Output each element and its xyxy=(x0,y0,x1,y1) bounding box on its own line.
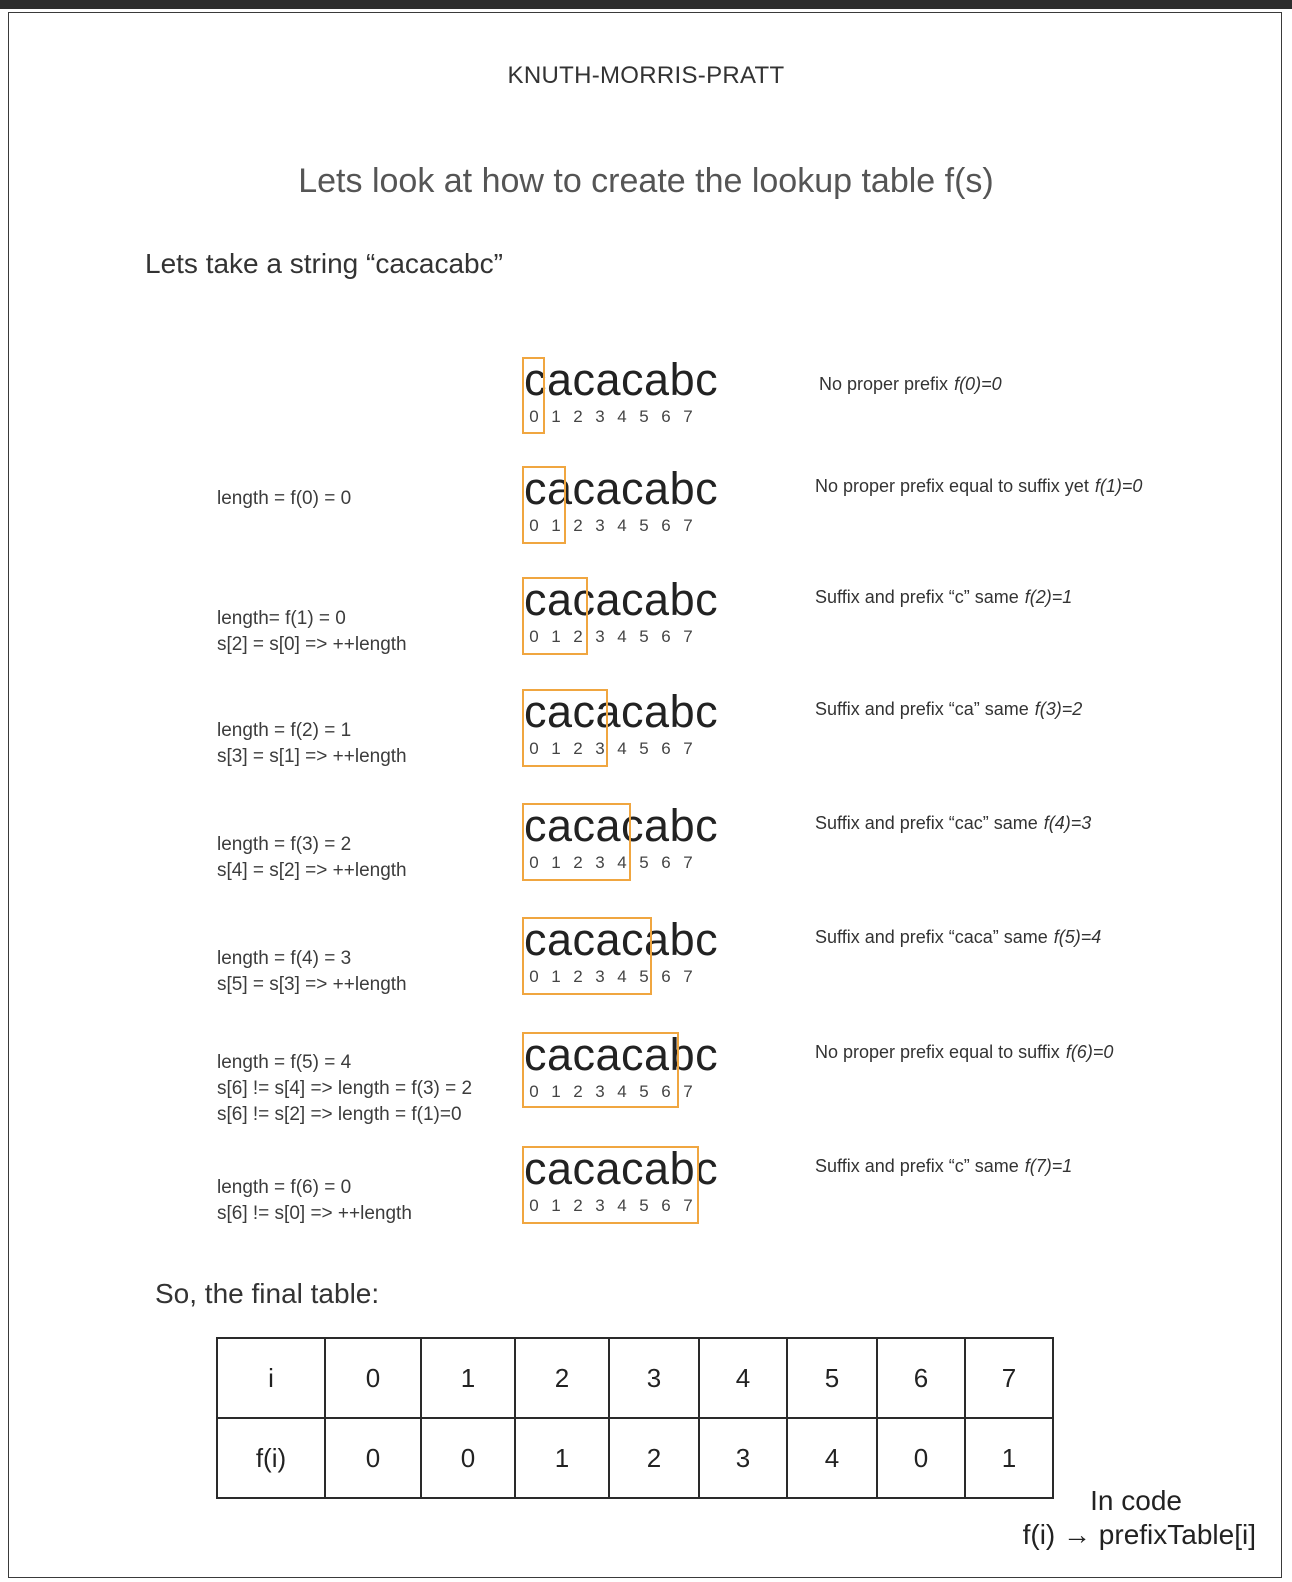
index-digit: 0 xyxy=(529,516,539,535)
step-result-fvalue: f(5)=4 xyxy=(1053,927,1102,947)
index-digit: 5 xyxy=(639,739,649,758)
prefix-highlight-box xyxy=(522,357,545,434)
step-result-text: Suffix and prefix “ca” same xyxy=(815,699,1029,719)
index-digit: 5 xyxy=(639,1082,649,1101)
table-row-i xyxy=(217,1338,1053,1418)
index-digit: 5 xyxy=(639,967,649,986)
step-result-fvalue: f(4)=3 xyxy=(1043,813,1092,833)
index-digit: 2 xyxy=(573,1082,583,1101)
step-string: cacacabc xyxy=(524,354,719,405)
prefix-highlight-box xyxy=(522,466,566,544)
table-header-i: i xyxy=(217,1338,325,1418)
table-header-f: f(i) xyxy=(217,1418,325,1498)
index-digit: 0 xyxy=(529,853,539,872)
index-digit: 0 xyxy=(529,967,539,986)
index-digit: 1 xyxy=(551,1196,561,1215)
step-result-text: Suffix and prefix “cac” same xyxy=(815,813,1038,833)
step-explanation xyxy=(217,832,407,884)
prefix-highlight-box xyxy=(522,577,588,655)
table-cell-f: 2 xyxy=(609,1418,699,1498)
index-digit: 6 xyxy=(661,407,671,426)
index-digit: 2 xyxy=(573,739,583,758)
index-digit: 0 xyxy=(529,1082,539,1101)
index-digit: 4 xyxy=(617,516,627,535)
index-digit: 3 xyxy=(595,516,605,535)
code-note xyxy=(1023,1484,1256,1552)
index-digit: 7 xyxy=(683,1082,693,1101)
step-string: cacacabc xyxy=(524,463,719,514)
table-cell-i: 5 xyxy=(787,1338,877,1418)
step-explanation-line: length = f(3) = 2 xyxy=(217,834,352,855)
index-digit: 0 xyxy=(529,627,539,646)
table-row-f xyxy=(217,1418,1053,1498)
step-result-note xyxy=(815,587,1072,608)
prefix-highlight-box xyxy=(522,689,608,767)
index-digit: 0 xyxy=(529,1196,539,1215)
index-digit: 3 xyxy=(595,739,605,758)
index-digit: 4 xyxy=(617,1082,627,1101)
final-table xyxy=(216,1337,1054,1499)
step-result-fvalue: f(1)=0 xyxy=(1094,476,1143,496)
step-result-text: No proper prefix equal to suffix yet xyxy=(815,476,1089,496)
index-digit: 7 xyxy=(683,1196,693,1215)
table-cell-i: 7 xyxy=(965,1338,1053,1418)
step-result-text: Suffix and prefix “c” same xyxy=(815,587,1019,607)
index-digit: 2 xyxy=(573,1196,583,1215)
top-bar xyxy=(0,0,1292,9)
index-digit: 2 xyxy=(573,407,583,426)
table-cell-i: 4 xyxy=(699,1338,787,1418)
index-digit: 4 xyxy=(617,1196,627,1215)
step-result-fvalue: f(6)=0 xyxy=(1065,1042,1114,1062)
index-digit: 2 xyxy=(573,627,583,646)
index-digit: 3 xyxy=(595,853,605,872)
step-result-fvalue: f(0)=0 xyxy=(954,374,1002,394)
index-digit: 4 xyxy=(617,967,627,986)
step-result-note xyxy=(815,1156,1072,1177)
table-cell-f: 1 xyxy=(515,1418,609,1498)
step-indices xyxy=(523,407,699,427)
index-digit: 6 xyxy=(661,516,671,535)
table-cell-i: 0 xyxy=(325,1338,421,1418)
step-string: cacacabc xyxy=(524,574,719,625)
step-explanation-line: length = f(4) = 3 xyxy=(217,948,352,969)
index-digit: 7 xyxy=(683,407,693,426)
table-cell-f: 0 xyxy=(877,1418,965,1498)
index-digit: 3 xyxy=(595,627,605,646)
step-explanation-line: s[6] != s[2] => length = f(1)=0 xyxy=(217,1104,462,1125)
index-digit: 5 xyxy=(639,407,649,426)
table-cell-i: 1 xyxy=(421,1338,515,1418)
step-explanation-line: length = f(2) = 1 xyxy=(217,720,352,741)
prefix-highlight-box xyxy=(522,1032,679,1108)
index-digit: 6 xyxy=(661,1196,671,1215)
index-digit: 3 xyxy=(595,1082,605,1101)
step-explanation xyxy=(217,606,407,658)
step-result-text: Suffix and prefix “caca” same xyxy=(815,927,1048,947)
step-string: cacacabc xyxy=(524,1029,719,1080)
step-explanation-line: s[2] = s[0] => ++length xyxy=(217,634,407,655)
step-explanation xyxy=(217,1175,412,1227)
index-digit: 4 xyxy=(617,853,627,872)
index-digit: 2 xyxy=(573,853,583,872)
index-digit: 5 xyxy=(639,1196,649,1215)
step-result-note xyxy=(815,699,1082,720)
table-cell-i: 6 xyxy=(877,1338,965,1418)
index-digit: 4 xyxy=(617,407,627,426)
step-explanation-line: length = f(6) = 0 xyxy=(217,1177,352,1198)
step-string: cacacabc xyxy=(524,686,719,737)
table-cell-f: 0 xyxy=(325,1418,421,1498)
index-digit: 1 xyxy=(551,627,561,646)
page-title: KNUTH-MORRIS-PRATT xyxy=(507,62,785,89)
index-digit: 6 xyxy=(661,739,671,758)
table-cell-i: 3 xyxy=(609,1338,699,1418)
step-explanation xyxy=(217,486,351,512)
index-digit: 0 xyxy=(529,739,539,758)
step-explanation-line: s[5] = s[3] => ++length xyxy=(217,974,407,995)
step-result-note xyxy=(819,374,1002,395)
step-string: cacacabc xyxy=(524,800,719,851)
step-explanation-line: s[6] != s[4] => length = f(3) = 2 xyxy=(217,1078,473,1099)
index-digit: 1 xyxy=(551,967,561,986)
index-digit: 6 xyxy=(661,967,671,986)
step-result-note xyxy=(815,1042,1113,1063)
index-digit: 3 xyxy=(595,1196,605,1215)
step-explanation-line: length = f(5) = 4 xyxy=(217,1052,352,1073)
index-digit: 2 xyxy=(573,967,583,986)
step-result-text: No proper prefix xyxy=(819,374,949,394)
step-explanation-line: length= f(1) = 0 xyxy=(217,608,346,629)
final-table-label: So, the final table: xyxy=(155,1278,380,1309)
index-digit: 7 xyxy=(683,739,693,758)
index-digit: 3 xyxy=(595,407,605,426)
table-cell-f: 4 xyxy=(787,1418,877,1498)
prefix-highlight-box xyxy=(522,917,652,995)
index-digit: 5 xyxy=(639,516,649,535)
intro-text: Lets take a string “cacacabc” xyxy=(145,248,503,279)
step-explanation-line: s[3] = s[1] => ++length xyxy=(217,746,407,767)
index-digit: 5 xyxy=(639,627,649,646)
index-digit: 1 xyxy=(551,516,561,535)
index-digit: 1 xyxy=(551,407,561,426)
step-result-note xyxy=(815,813,1091,834)
index-digit: 4 xyxy=(617,739,627,758)
code-note-line2: f(i) → prefixTable[i] xyxy=(1022,1519,1256,1550)
index-digit: 7 xyxy=(683,627,693,646)
index-digit: 7 xyxy=(683,967,693,986)
step-string: cacacabc xyxy=(524,914,719,965)
index-digit: 1 xyxy=(551,853,561,872)
step-result-fvalue: f(7)=1 xyxy=(1024,1156,1073,1176)
index-digit: 7 xyxy=(683,853,693,872)
step-explanation xyxy=(217,1050,472,1128)
prefix-highlight-box xyxy=(522,803,631,881)
index-digit: 1 xyxy=(551,739,561,758)
step-explanation-line: s[4] = s[2] => ++length xyxy=(217,860,407,881)
index-digit: 4 xyxy=(617,627,627,646)
table-cell-f: 0 xyxy=(421,1418,515,1498)
step-result-fvalue: f(2)=1 xyxy=(1024,587,1073,607)
index-digit: 6 xyxy=(661,627,671,646)
index-digit: 6 xyxy=(661,1082,671,1101)
table-cell-f: 1 xyxy=(965,1418,1053,1498)
step-explanation xyxy=(217,946,407,998)
index-digit: 1 xyxy=(551,1082,561,1101)
index-digit: 2 xyxy=(573,516,583,535)
step-explanation-line: length = f(0) = 0 xyxy=(217,488,352,509)
subtitle: Lets look at how to create the lookup table f(s) xyxy=(298,162,994,200)
index-digit: 0 xyxy=(529,407,539,426)
index-digit: 5 xyxy=(639,853,649,872)
step-result-text: Suffix and prefix “c” same xyxy=(815,1156,1019,1176)
step-explanation-line: s[6] != s[0] => ++length xyxy=(217,1203,412,1224)
table-cell-f: 3 xyxy=(699,1418,787,1498)
index-digit: 7 xyxy=(683,516,693,535)
step-string: cacacabc xyxy=(524,1143,719,1194)
table-cell-i: 2 xyxy=(515,1338,609,1418)
prefix-highlight-box xyxy=(522,1146,699,1224)
step-result-note xyxy=(815,927,1101,948)
step-result-fvalue: f(3)=2 xyxy=(1034,699,1083,719)
index-digit: 6 xyxy=(661,853,671,872)
code-note-line1: In code xyxy=(1090,1485,1182,1516)
step-explanation xyxy=(217,718,407,770)
step-result-text: No proper prefix equal to suffix xyxy=(815,1042,1060,1062)
step-result-note xyxy=(815,476,1142,497)
index-digit: 3 xyxy=(595,967,605,986)
